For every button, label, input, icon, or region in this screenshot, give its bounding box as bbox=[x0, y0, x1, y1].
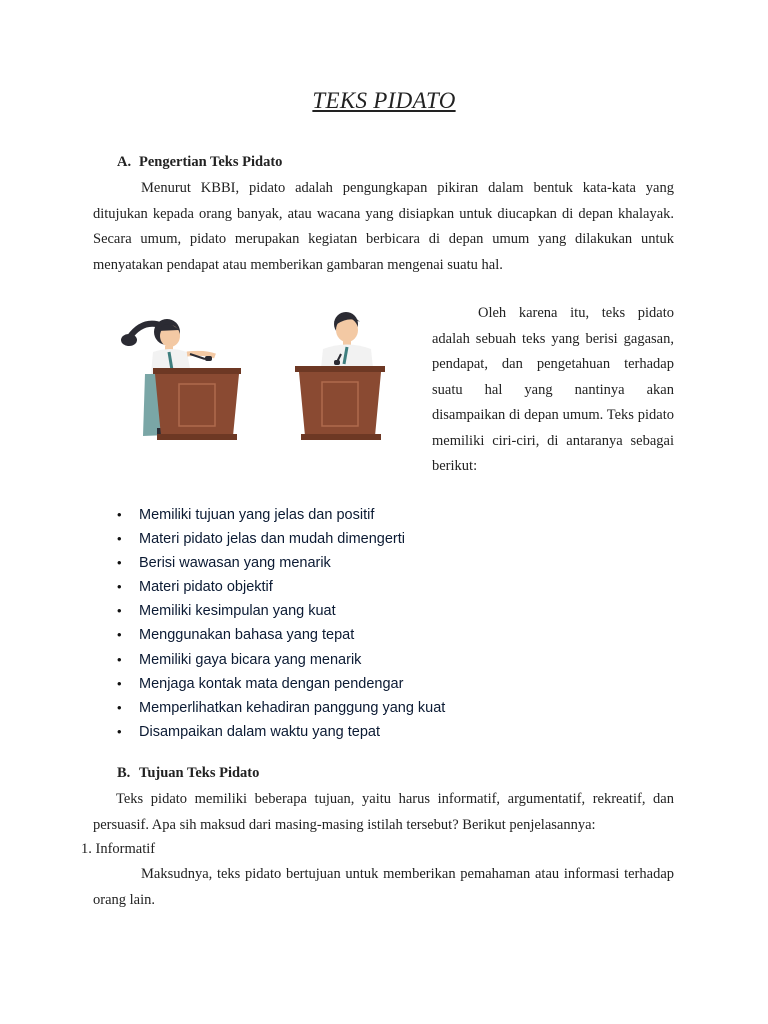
section-heading-b bbox=[117, 765, 259, 782]
section-heading-a bbox=[117, 154, 282, 171]
list-item: • Materi pidato jelas dan mudah dimengerti bbox=[117, 527, 445, 551]
list-item: • Menggunakan bahasa yang tepat bbox=[117, 623, 445, 647]
list-item: • Memiliki gaya bicara yang menarik bbox=[117, 648, 445, 672]
paragraph-definition-text: Menurut KBBI, pidato adalah pengungkapan pikiran dalam bentuk kata-kata yang ditujukan kepada orang banyak, atau wacana yang disiapkan untuk diucapkan di depan khalayak. Secara umum, pidato merupakan kegiatan berbicara di depan umum yang dilakukan untuk menyatakan pendapat atau memberikan gambaran mengenai suatu hal. bbox=[93, 180, 674, 273]
section-title: Pengertian Teks Pidato bbox=[139, 154, 283, 170]
characteristics-list bbox=[117, 503, 445, 744]
numbered-item-informatif: 1. Informatif bbox=[81, 841, 156, 857]
podium-right bbox=[295, 366, 385, 440]
paragraph-definition bbox=[93, 176, 674, 278]
list-item: • Memiliki tujuan yang jelas dan positif bbox=[117, 503, 445, 527]
paragraph-informatif bbox=[93, 862, 674, 913]
paragraph-purpose bbox=[93, 787, 674, 838]
list-item: • Memiliki kesimpulan yang kuat bbox=[117, 599, 445, 623]
paragraph-informatif-text: Maksudnya, teks pidato bertujuan untuk memberikan pemahaman atau informasi terhadap orang lain. bbox=[93, 866, 674, 908]
speech-podium-illustration bbox=[115, 304, 415, 454]
section-number: B. bbox=[117, 765, 131, 781]
list-item: • Memperlihatkan kehadiran panggung yang kuat bbox=[117, 696, 445, 720]
list-item: • Berisi wawasan yang menarik bbox=[117, 551, 445, 575]
podium-left bbox=[153, 368, 241, 440]
paragraph-explanation bbox=[432, 301, 674, 480]
page-title: TEKS PIDATO bbox=[312, 88, 456, 113]
list-item: • Menjaga kontak mata dengan pendengar bbox=[117, 672, 445, 696]
paragraph-explanation-text: Oleh karena itu, teks pidato adalah sebuah teks yang berisi gagasan, pendapat, dan pengetahuan terhadap suatu hal yang nantinya akan disampaikan di depan umum. Teks pidato memiliki ciri-ciri, di antaranya sebagai berikut: bbox=[432, 305, 674, 474]
list-item: • Disampaikan dalam waktu yang tepat bbox=[117, 720, 445, 744]
section-number: A. bbox=[117, 154, 132, 170]
boy-speaker-figure bbox=[321, 312, 373, 368]
paragraph-purpose-text: Teks pidato memiliki beberapa tujuan, yaitu harus informatif, argumentatif, rekreatif, dan persuasif. Apa sih maksud dari masing-masing istilah tersebut? Berikut penjelasannya: bbox=[93, 791, 674, 833]
section-title: Tujuan Teks Pidato bbox=[139, 765, 260, 781]
list-item: • Materi pidato objektif bbox=[117, 575, 445, 599]
